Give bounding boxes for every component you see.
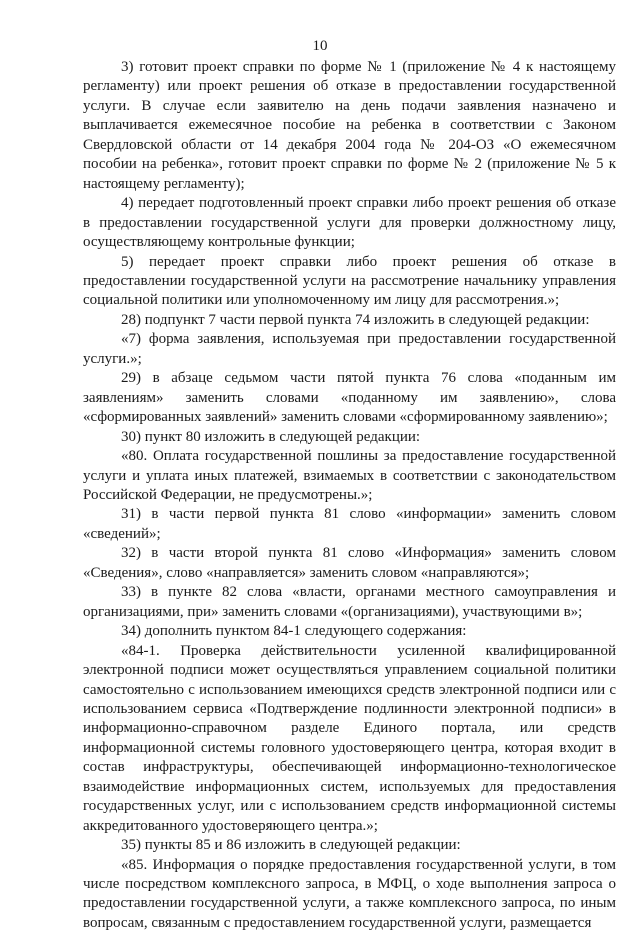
paragraph-item-4: 4) передает подготовленный проект справки либо проект решения об отказе в предоставлении государственной услуги для проверки должностному лицу, осуществляющему контрольные функции;: [83, 195, 616, 251]
page-number: 10: [312, 38, 328, 54]
document-body: [83, 58, 616, 933]
paragraph-amendment-35: 35) пункты 85 и 86 изложить в следующей редакции:: [121, 837, 461, 854]
paragraph-amendment-32: 32) в части второй пункта 81 слово «Информация» заменить словом «Сведения», слово «направляется» заменить словом «направляются»;: [83, 545, 616, 581]
paragraph-item-5: 5) передает проект справки либо проект решения об отказе в предоставлении государственной услуги на рассмотрение начальнику управления социальной политики или уполномоченному им лицу для рассмотрения.»;: [83, 253, 616, 309]
paragraph-amendment-31: 31) в части первой пункта 81 слово «информации» заменить словом «сведений»;: [83, 506, 616, 542]
paragraph-amendment-34: 34) дополнить пунктом 84-1 следующего содержания:: [121, 623, 467, 640]
paragraph-quote-7: «7) форма заявления, используемая при предоставлении государственной услуги.»;: [83, 331, 616, 367]
paragraph-quote-80: «80. Оплата государственной пошлины за предоставление государственной услуги и уплата иных платежей, взимаемых в соответствии с законодательством Российской Федерации, не предусмотрены.»;: [83, 448, 616, 503]
paragraph-item-3: 3) готовит проект справки по форме № 1 (приложение № 4 к настоящему регламенту) или проект решения об отказе в предоставлении государственной услуги. В случае если заявителю на день подачи заявления назначено и выплачивается ежемесячное пособие на ребенка в соответствии с Законом Свердловской области от 14 декабря 2004 года № 204-ОЗ «О ежемесячном пособии на ребенка», готовит проект справки по форме № 2 (приложение № 5 к настоящему регламенту);: [83, 59, 616, 192]
paragraph-quote-84-1: «84-1. Проверка действительности усиленной квалифицированной электронной подписи может осуществляться управлением социальной политики самостоятельно с использованием имеющихся средств электронной подписи или с использованием сервиса «Подтверждение подлинности электронной подписи» в информационно-справочном разделе Единого портала, или средств информационной системы головного удостоверяющего центра, которая входит в состав инфраструктуры, обеспечивающей информационно-технологическое взаимодействие информационных систем, используемых для предоставления государственных услуг, или с использованием средств информационной системы аккредитованного удостоверяющего центра.»;: [83, 642, 616, 834]
paragraph-amendment-28: 28) подпункт 7 части первой пункта 74 изложить в следующей редакции:: [121, 311, 590, 328]
paragraph-quote-85: «85. Информация о порядке предоставления государственной услуги, в том числе посредством комплексного запроса, в МФЦ, о ходе выполнения запроса о предоставлении государственной услуги, а также комплексного запроса, по иным вопросам, связанным с предоставлением государственной услуги, размещается: [83, 856, 616, 931]
paragraph-amendment-33: 33) в пункте 82 слова «власти, органами местного самоуправления и организациями, при» заменить словами «(организациями), участвующими в»;: [83, 584, 616, 620]
paragraph-amendment-30: 30) пункт 80 изложить в следующей редакции:: [121, 428, 421, 445]
paragraph-amendment-29: 29) в абзаце седьмом части пятой пункта 76 слова «поданным им заявлениям» заменить словами «поданному им заявлению», слова «сформированных заявлений» заменить словами «сформированному заявлению»;: [83, 370, 616, 426]
